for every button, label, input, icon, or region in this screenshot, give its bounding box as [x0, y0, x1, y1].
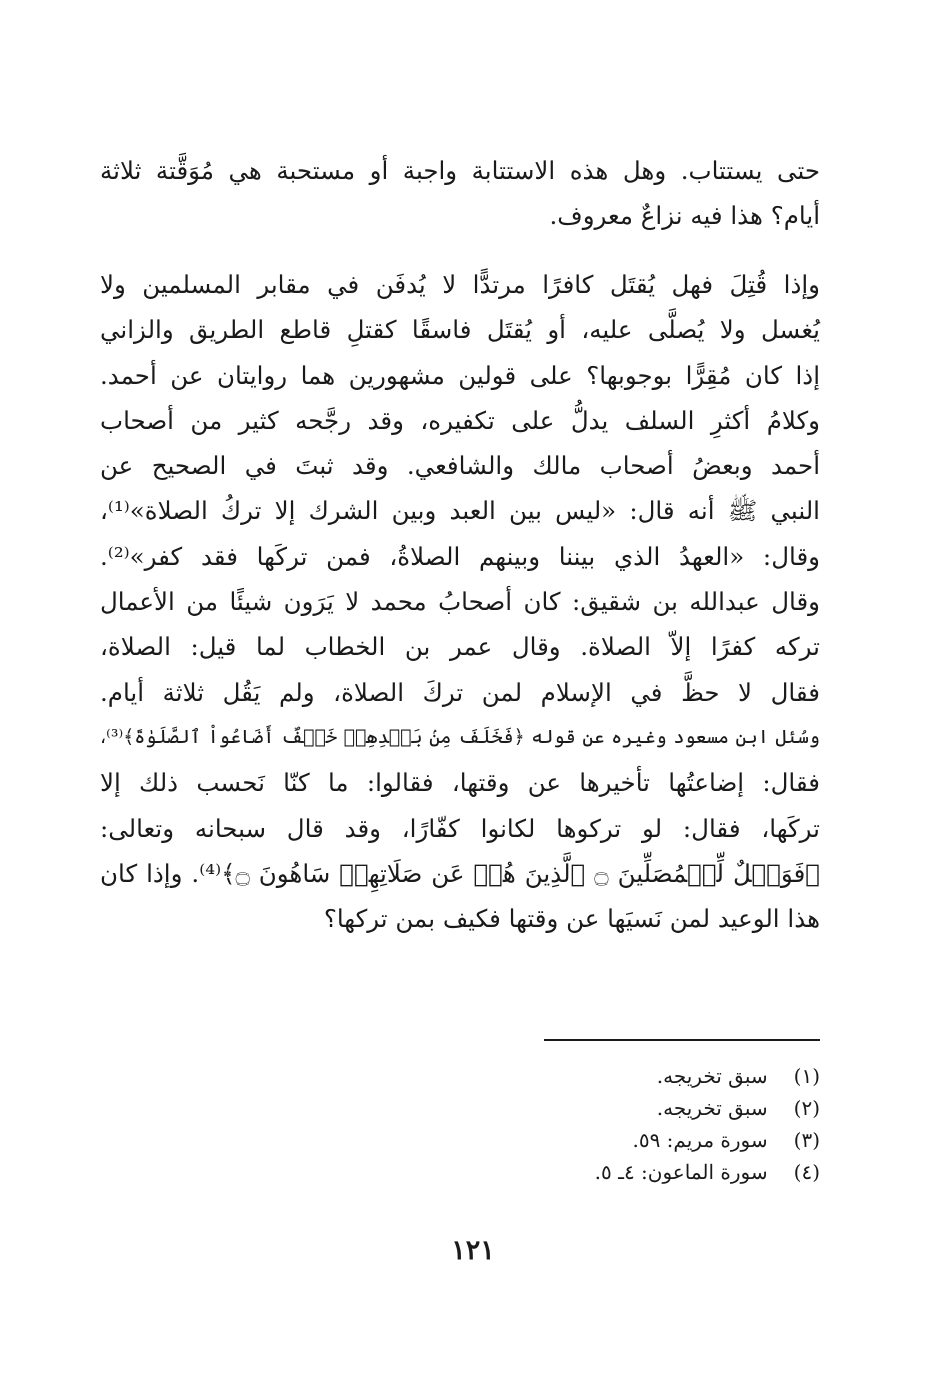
footnote-item: [420, 1092, 820, 1124]
text-line: يُغسل ولا يُصلَّى عليه، أو يُقتَل فاسقًا كقتلِ قاطع الطريق والزاني: [100, 315, 820, 345]
footnote-text: سورة مريم: ٥٩.: [632, 1128, 768, 1152]
text-line: النبي ﷺ أنه قال: «ليس بين العبد وبين الشرك إلا تركُ الصلاة»⁽¹⁾،: [100, 496, 820, 526]
text-line: هذا الوعيد لمن نَسيَها عن وقتها فكيف بمن تركها؟: [323, 904, 820, 934]
paragraph-1: [100, 148, 820, 239]
footnote-separator: [544, 1039, 820, 1041]
text-line: ﴿فَوَيۡلٌ لِّلۡمُصَلِّينَ ۝ ٱلَّذِينَ هُمۡ عَن صَلَاتِهِمۡ سَاهُونَ ۝﴾⁽⁴⁾. وإذا كان: [100, 858, 821, 888]
text-line: إذا كان مُقِرًّا بوجوبها؟ على قولين مشهورين هما روايتان عن أحمد.: [100, 360, 820, 390]
footnote-item: [420, 1124, 820, 1156]
text-line: أيام؟ هذا فيه نزاعٌ معروف.: [549, 201, 820, 231]
text-line: وقال: «العهدُ الذي بيننا وبينهم الصلاةُ، فمن تركَها فقد كفر»⁽²⁾.: [100, 541, 820, 571]
footnote-number: (٣): [793, 1128, 820, 1152]
text-line: أحمد وبعضُ أصحاب مالك والشافعي. وقد ثبتَ في الصحيح عن: [100, 451, 820, 481]
page-number: ١٢١: [451, 1235, 495, 1266]
footnote-item: [420, 1060, 820, 1092]
text-line: وكلامُ أكثرِ السلف يدلُّ على تكفيره، وقد رجَّحه كثير من أصحاب: [100, 405, 820, 435]
footnote-text: سبق تخريجه.: [656, 1064, 768, 1088]
footnote-text: سورة الماعون: ٤ـ ٥.: [594, 1160, 768, 1184]
text-line: وسُئل ابن مسعود وغيره عن قوله ﴿فَخَلَفَ مِنۢ بَعۡدِهِمۡ خَلۡفٌ أَضَاعُواْ ٱلصَّلَوٰةَ﴾⁽³⁾،: [100, 725, 820, 748]
footnote-number: (٤): [793, 1160, 820, 1184]
text-line: وقال عبدالله بن شقيق: كان أصحابُ محمد لا يَرَون شيئًا من الأعمال: [100, 587, 820, 617]
text-line: تركَها، فقال: لو تركوها لكانوا كفّارًا، وقد قال سبحانه وتعالى:: [100, 813, 820, 843]
text-line: تركه كفرًا إلاّ الصلاة. وقال عمر بن الخطاب لما قيل: الصلاة،: [100, 632, 820, 662]
text-line: حتى يستتاب. وهل هذه الاستتابة واجبة أو مستحبة هي مُوَقَّتة ثلاثة: [100, 156, 820, 185]
footnotes: [420, 1060, 820, 1188]
footnote-number: (٢): [793, 1096, 820, 1120]
paragraph-2: [100, 262, 820, 941]
footnote-text: سبق تخريجه.: [656, 1096, 768, 1120]
footnote-number: (١): [793, 1064, 820, 1088]
text-line: وإذا قُتِلَ فهل يُقتَل كافرًا مرتدًّا لا يُدفَن في مقابر المسلمين ولا: [100, 270, 820, 299]
text-line: فقال: إضاعتُها تأخيرها عن وقتها، فقالوا: ما كنّا نَحسب ذلك إلا: [100, 768, 820, 798]
text-line: فقال لا حظَّ في الإسلام لمن تركَ الصلاة، ولم يَقُل ثلاثة أيام.: [100, 677, 820, 707]
footnote-item: [420, 1156, 820, 1188]
